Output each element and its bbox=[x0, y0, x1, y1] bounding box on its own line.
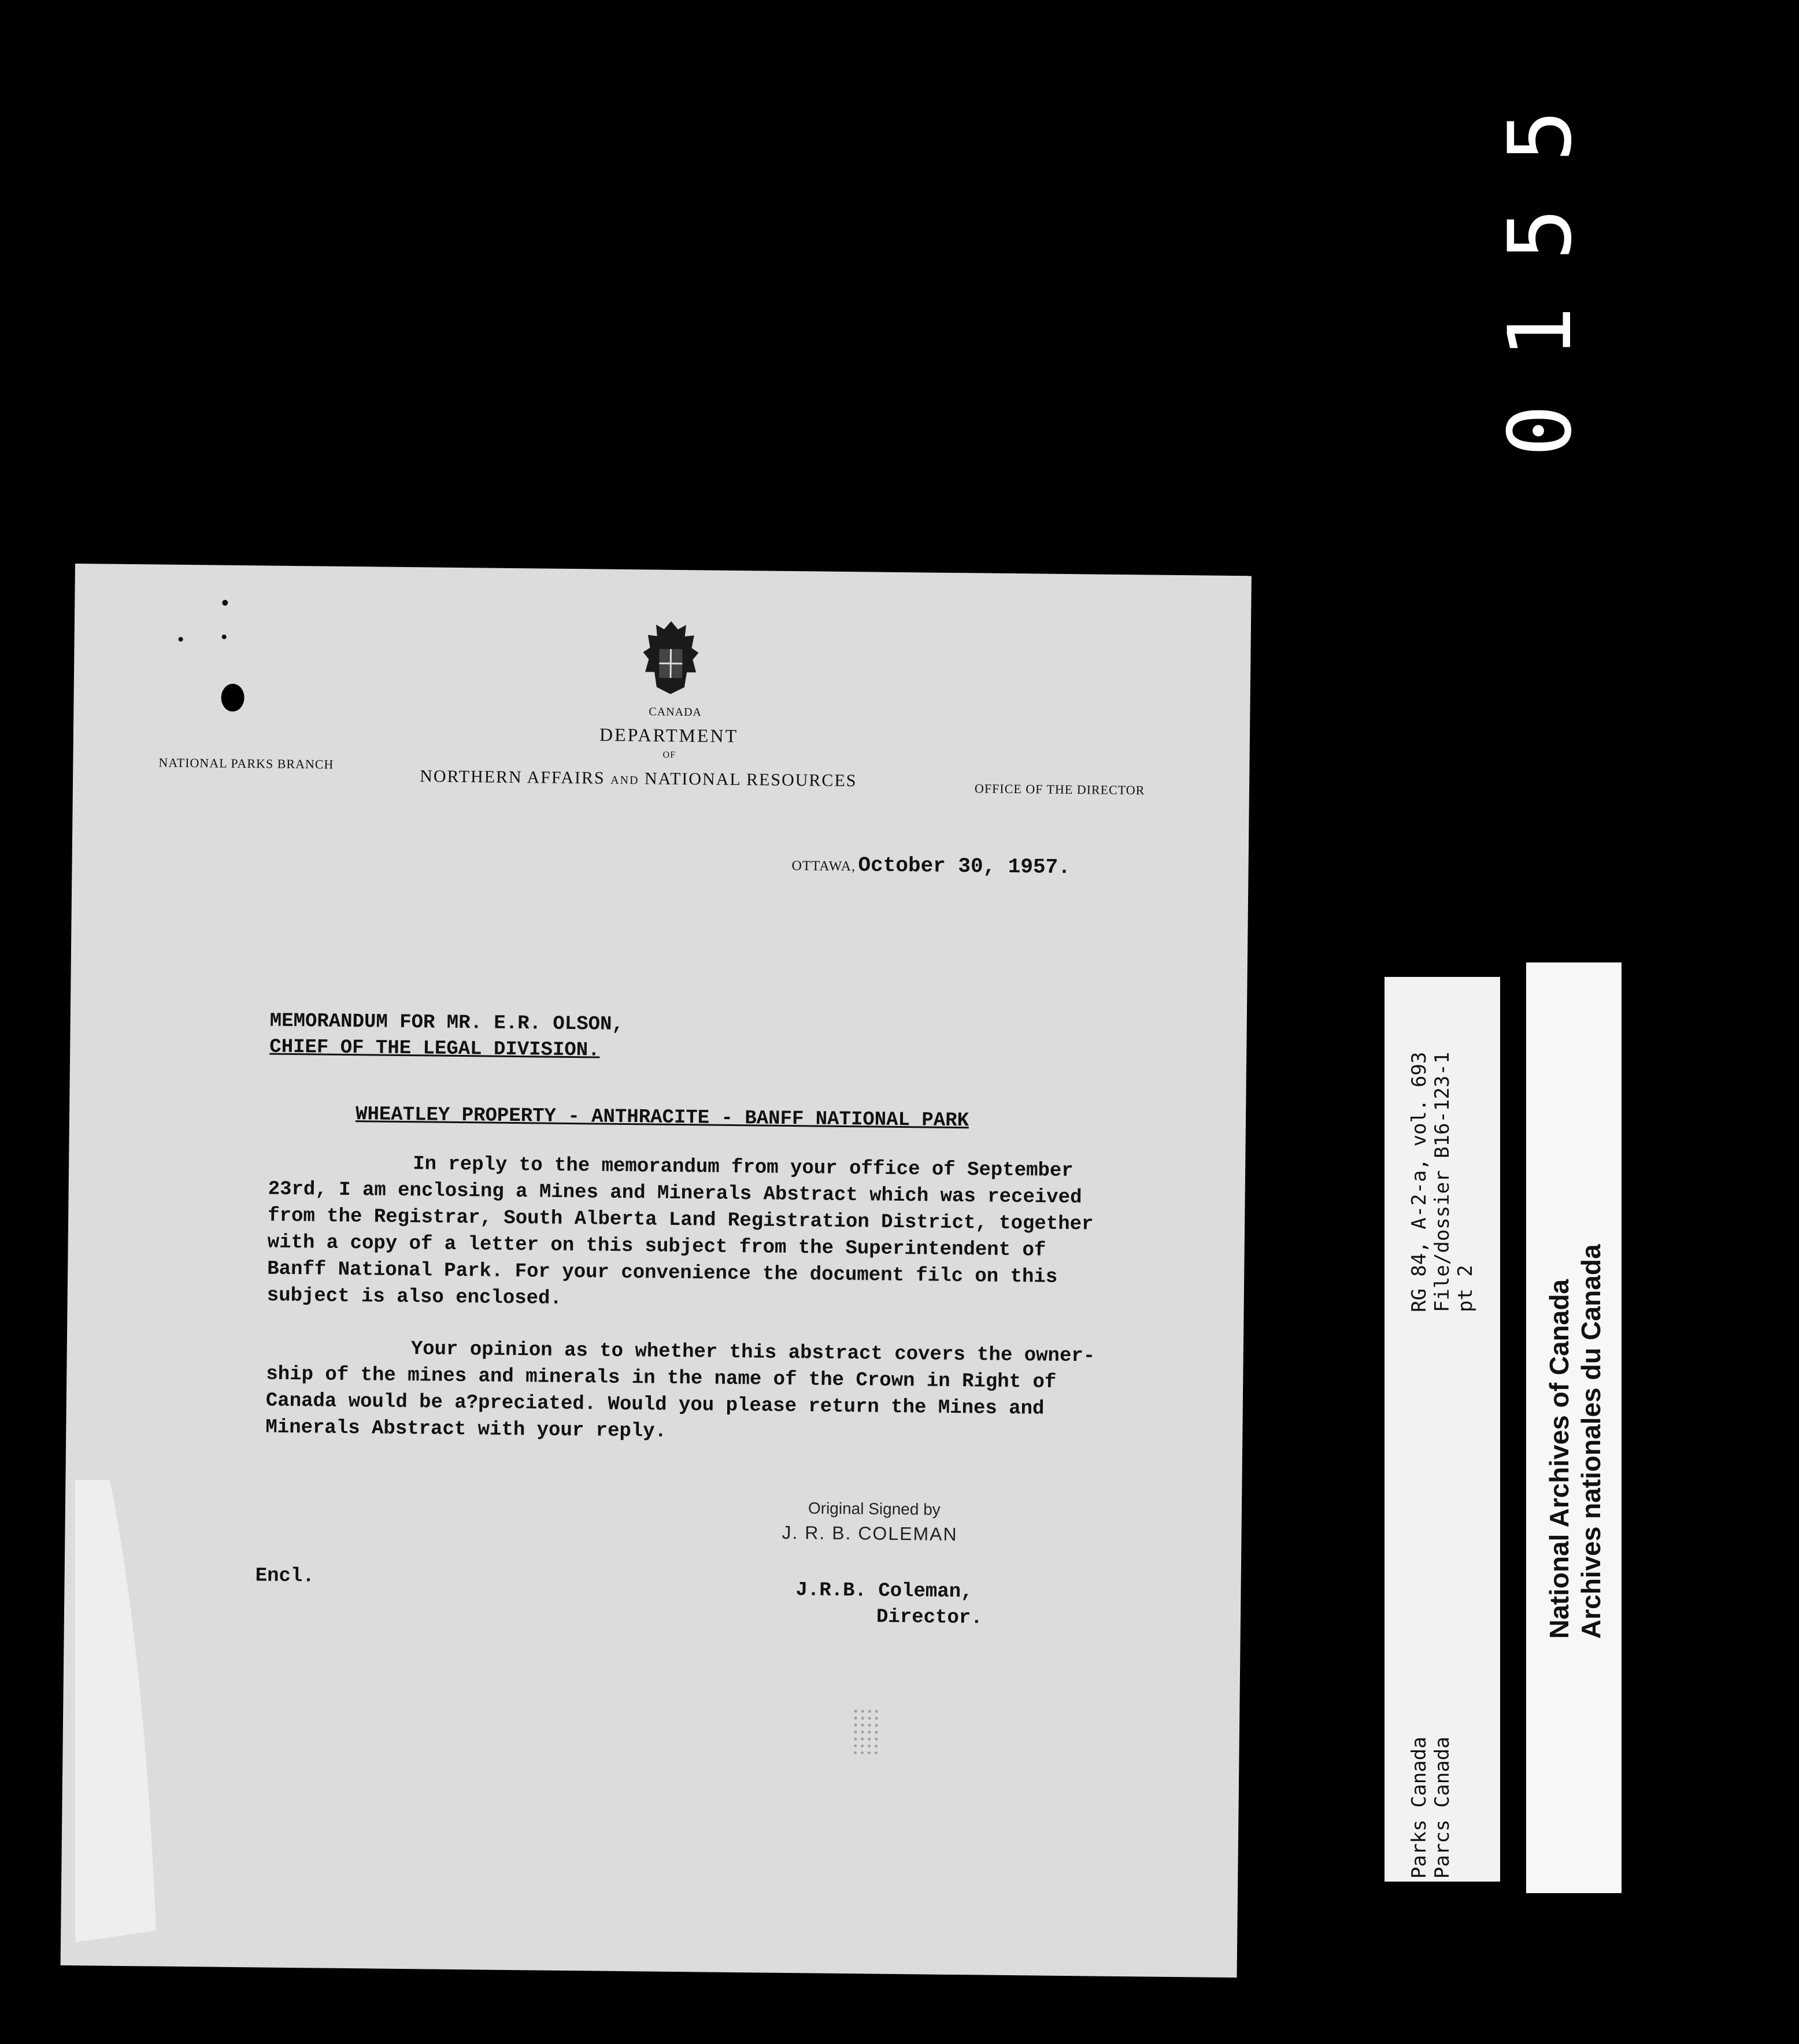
ink-speck bbox=[222, 600, 228, 606]
archive-card bbox=[1526, 962, 1622, 1893]
ministry-part2: NATIONAL RESOURCES bbox=[644, 769, 857, 791]
country-label: CANADA bbox=[649, 705, 702, 719]
reference-line4: Parks Canada bbox=[1408, 1736, 1431, 1879]
archive-name-fr: Archives nationales du Canada bbox=[1576, 1244, 1606, 1639]
paragraph-line: In reply to the memorandum from your office of September bbox=[412, 1153, 1074, 1183]
paragraph-1 bbox=[267, 1150, 1171, 1319]
paragraph-line: Canada would be a?preciated. Would you please return the Mines and bbox=[265, 1390, 1045, 1420]
frame-number bbox=[1490, 81, 1591, 474]
paragraph-line: Your opinion as to whether this abstract covers the owner- bbox=[410, 1338, 1095, 1368]
paragraph-line: ship of the mines and minerals in the name of the Crown in Right of bbox=[266, 1363, 1057, 1394]
ministry-part1: NORTHERN AFFAIRS bbox=[420, 766, 605, 788]
reference-line3: pt 2 bbox=[1454, 1265, 1477, 1312]
paragraph-line: from the Registrar, South Alberta Land Registration District, together bbox=[268, 1205, 1094, 1236]
ministry-and: AND bbox=[610, 773, 639, 787]
frame-digit: 5 bbox=[1490, 208, 1591, 261]
paragraph-line: Minerals Abstract with your reply. bbox=[265, 1416, 667, 1443]
paragraph-2 bbox=[265, 1335, 1168, 1450]
signatory-title: Director. bbox=[876, 1606, 983, 1630]
signature-stamp-line2: J. R. B. COLEMAN bbox=[782, 1521, 958, 1545]
coat-of-arms-icon bbox=[636, 619, 706, 697]
office-label: OFFICE OF THE DIRECTOR bbox=[974, 781, 1145, 798]
ink-speck bbox=[222, 635, 227, 639]
paragraph-line: subject is also enclosed. bbox=[266, 1284, 562, 1310]
signature-stamp-line1: Original Signed by bbox=[808, 1499, 941, 1519]
memo-page bbox=[61, 564, 1252, 1978]
archive-name-en: National Archives of Canada bbox=[1544, 1279, 1574, 1639]
date-line bbox=[791, 851, 1071, 881]
paragraph-line: 23rd, I am enclosing a Mines and Minerals Abstract which was received bbox=[268, 1178, 1082, 1209]
signatory-name: J.R.B. Coleman, bbox=[795, 1579, 973, 1604]
addressee-line1: MEMORANDUM FOR MR. E.R. OLSON, bbox=[269, 1010, 624, 1036]
of-label: OF bbox=[662, 750, 676, 760]
frame-digit: 1 bbox=[1490, 306, 1591, 359]
ink-blot bbox=[221, 684, 245, 712]
branch-label: NATIONAL PARKS BRANCH bbox=[158, 755, 334, 772]
addressee-line2: CHIEF OF THE LEGAL DIVISION. bbox=[269, 1036, 600, 1062]
ink-speck bbox=[179, 637, 183, 642]
ministry-name bbox=[420, 766, 857, 791]
dotted-mark bbox=[852, 1708, 879, 1754]
reference-line1: RG 84, A-2-a, vol. 693 bbox=[1408, 1051, 1431, 1312]
department-label: DEPARTMENT bbox=[599, 724, 739, 747]
paragraph-line: Banff National Park. For your convenience the document filc on this bbox=[267, 1258, 1058, 1288]
folded-edge bbox=[75, 1480, 162, 1942]
city-label: OTTAWA, bbox=[791, 858, 856, 875]
memo-date: October 30, 1957. bbox=[858, 853, 1071, 880]
enclosure-label: Encl. bbox=[255, 1565, 314, 1588]
frame-digit: 5 bbox=[1490, 109, 1591, 162]
frame-digit: 0 bbox=[1490, 404, 1591, 457]
paragraph-line: with a copy of a letter on this subject from the Superintendent of bbox=[267, 1231, 1046, 1262]
memo-subject: WHEATLEY PROPERTY - ANTHRACITE - BANFF NATIONAL PARK bbox=[355, 1104, 969, 1132]
reference-card bbox=[1385, 977, 1500, 1882]
reference-line2: File/dossier B16-123-1 bbox=[1431, 1051, 1454, 1312]
reference-line5: Parcs Canada bbox=[1431, 1736, 1454, 1879]
